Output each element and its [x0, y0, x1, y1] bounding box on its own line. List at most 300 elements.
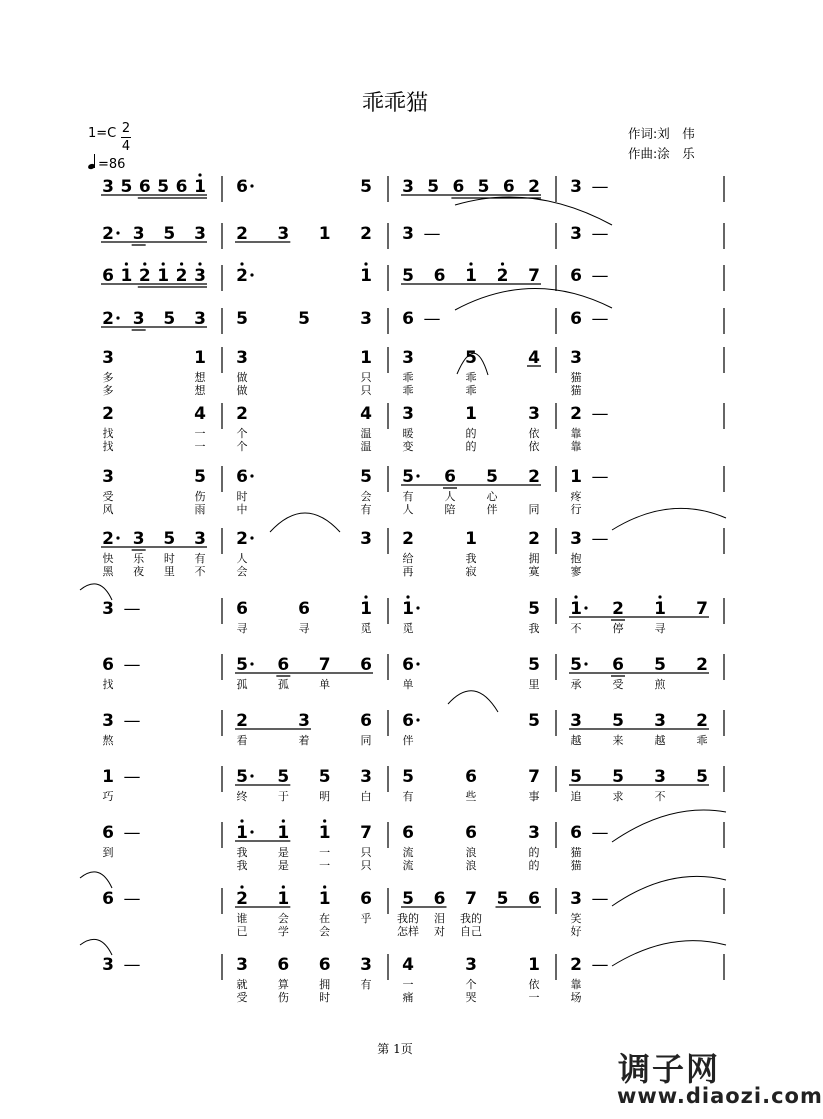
- note: 1: [360, 266, 372, 286]
- lyric: 夜: [133, 565, 145, 578]
- lyric: 个: [465, 978, 477, 991]
- note: 6: [236, 177, 248, 197]
- dash-extension: —: [123, 599, 141, 619]
- dash-extension: —: [591, 467, 609, 487]
- lyric: 中: [236, 503, 248, 516]
- lyricist-role: 作词:: [628, 126, 658, 141]
- note: 5: [427, 177, 440, 197]
- note: 6: [402, 711, 414, 731]
- lyric: 我: [528, 622, 540, 635]
- lyric: 巧: [102, 790, 114, 803]
- note: 3: [360, 529, 372, 549]
- lyric: 流: [402, 859, 414, 872]
- lyric: 乖: [696, 734, 708, 747]
- note: 5: [612, 711, 624, 731]
- note: 7: [528, 767, 540, 787]
- note: 5: [496, 889, 509, 909]
- high-octave-dot: [240, 819, 243, 822]
- lyric: 会: [319, 925, 331, 938]
- lyric: 会: [236, 565, 248, 578]
- lyric: 同: [360, 734, 372, 747]
- dash-extension: —: [123, 889, 141, 909]
- note: 5: [120, 177, 133, 197]
- lyric: 行: [570, 503, 582, 516]
- note: 2: [236, 889, 248, 909]
- note: 2: [696, 655, 708, 675]
- lyric: 个: [236, 440, 248, 453]
- lyric: 着: [298, 734, 310, 747]
- note: 5: [194, 467, 206, 487]
- lyric: 拥: [319, 978, 331, 991]
- note: 6: [102, 889, 114, 909]
- note: 6: [433, 889, 446, 909]
- lyric: 依: [528, 427, 540, 440]
- lyric: 怎样: [397, 925, 419, 938]
- note: 3: [194, 309, 206, 329]
- note: 5: [528, 599, 540, 619]
- lyric: 温: [360, 427, 372, 440]
- lyric: 煎: [654, 678, 666, 691]
- lyric: 找: [102, 440, 114, 453]
- note: 5: [236, 655, 248, 675]
- duration-dot: [250, 536, 253, 539]
- lyric: 流: [402, 846, 414, 859]
- lyric: 对: [434, 925, 445, 938]
- note: 3: [102, 467, 114, 487]
- note: 6: [236, 467, 248, 487]
- lyric: 做: [236, 384, 248, 397]
- note: 6: [528, 889, 540, 909]
- note: 6: [433, 266, 446, 286]
- slur: [612, 941, 726, 966]
- lyric: 谁: [236, 912, 248, 925]
- lyric: 猫: [570, 384, 582, 397]
- lyric: 有: [360, 978, 372, 991]
- dash-extension: —: [591, 955, 609, 975]
- lyric: 求: [612, 790, 624, 803]
- note: 3: [194, 529, 206, 549]
- lyric: 会: [360, 490, 372, 503]
- dash-extension: —: [591, 309, 609, 329]
- lyric: 追: [570, 790, 582, 803]
- lyric: 猫: [570, 371, 582, 384]
- note: 3: [102, 177, 114, 197]
- slur: [448, 691, 498, 712]
- note: 1: [277, 823, 290, 843]
- note: 5: [163, 529, 176, 549]
- note: 5: [236, 309, 248, 329]
- lyric: 我: [236, 846, 248, 859]
- lyric: 疼: [570, 490, 582, 503]
- lyric: 好: [570, 925, 582, 938]
- lyric: 乖: [465, 384, 477, 397]
- lyric: 伴: [402, 734, 414, 747]
- note: 2: [402, 529, 414, 549]
- lyric: 快: [102, 552, 114, 565]
- lyric: 时: [236, 490, 248, 503]
- lyric: 伤: [194, 490, 206, 503]
- lyric: 一: [194, 427, 206, 440]
- lyric: 孤: [236, 678, 248, 691]
- note: 3: [654, 711, 666, 731]
- note: 6: [138, 177, 151, 197]
- lyric: 浪: [465, 859, 477, 872]
- lyric: 就: [236, 978, 248, 991]
- lyric: 承: [570, 678, 582, 691]
- note: 2: [236, 404, 248, 424]
- watermark-url: www.diaozi.com: [617, 1084, 823, 1108]
- note: 5: [360, 177, 372, 197]
- note: 1: [157, 266, 170, 286]
- duration-dot: [116, 536, 119, 539]
- lyric: 停: [612, 622, 624, 635]
- note: 2: [496, 266, 509, 286]
- lyric: 单: [402, 678, 414, 691]
- note: 7: [465, 889, 477, 909]
- note: 6: [612, 655, 624, 675]
- note: 2: [138, 266, 151, 286]
- duration-dot: [416, 606, 419, 609]
- note: 1: [277, 889, 290, 909]
- lyric: 心: [486, 490, 498, 503]
- lyric: 是: [277, 859, 289, 872]
- lyric: 的: [465, 427, 477, 440]
- note: 6: [102, 823, 114, 843]
- lyric: 熬: [102, 734, 114, 747]
- lyric: 场: [570, 991, 582, 1004]
- lyric: 个: [236, 427, 248, 440]
- lyric: 受: [102, 490, 114, 503]
- note: 7: [360, 823, 372, 843]
- duration-dot: [416, 662, 419, 665]
- note: 6: [175, 177, 188, 197]
- duration-dot: [250, 273, 253, 276]
- lyric: 同: [528, 503, 540, 516]
- lyric: 寂: [465, 565, 477, 578]
- lyric: 些: [465, 790, 477, 803]
- dash-extension: —: [423, 309, 441, 329]
- lyric: 哭: [465, 991, 477, 1004]
- lyric: 寻: [236, 622, 248, 635]
- lyric: 只: [360, 371, 372, 384]
- dash-extension: —: [123, 823, 141, 843]
- note: 3: [277, 224, 290, 244]
- slur: [612, 810, 726, 842]
- note: 2: [360, 224, 372, 244]
- note: 3: [236, 348, 248, 368]
- high-octave-dot: [406, 595, 409, 598]
- note: 1: [570, 467, 582, 487]
- high-octave-dot: [282, 885, 285, 888]
- note: 3: [360, 309, 372, 329]
- note: 1: [318, 889, 331, 909]
- note: 1: [318, 823, 331, 843]
- note: 5: [360, 467, 372, 487]
- slur: [270, 513, 340, 532]
- note: 1: [318, 224, 331, 244]
- note: 1: [360, 599, 372, 619]
- lyric: 一: [194, 440, 206, 453]
- note: 1: [465, 529, 477, 549]
- note: 3: [132, 529, 145, 549]
- note: 2: [696, 711, 708, 731]
- slur: [455, 197, 612, 225]
- lyric: 里: [528, 678, 540, 691]
- note: 5: [402, 889, 414, 909]
- lyric: 暖: [402, 427, 414, 440]
- note: 3: [654, 767, 666, 787]
- high-octave-dot: [198, 262, 201, 265]
- lyric: 靠: [570, 978, 582, 991]
- duration-dot: [416, 474, 419, 477]
- lyric: 受: [612, 678, 624, 691]
- note: 5: [402, 467, 414, 487]
- note: 7: [696, 599, 708, 619]
- note: 6: [236, 599, 248, 619]
- lyric: 乎: [360, 912, 372, 925]
- note: 6: [444, 467, 456, 487]
- lyric: 算: [277, 978, 289, 991]
- lyric: 陪: [444, 503, 456, 516]
- lyric: 一: [319, 846, 331, 859]
- note: 5: [157, 177, 170, 197]
- dash-extension: —: [591, 266, 609, 286]
- note: 5: [163, 224, 176, 244]
- note: 3: [570, 224, 582, 244]
- note: 5: [528, 711, 540, 731]
- lyric: 人: [236, 552, 248, 565]
- lyric: 事: [528, 790, 540, 803]
- lyric: 变: [402, 440, 414, 453]
- note: 5: [528, 655, 540, 675]
- lyric: 抱: [570, 552, 582, 565]
- lyric: 想: [194, 371, 206, 384]
- high-octave-dot: [198, 173, 201, 176]
- lyric: 多: [102, 384, 114, 397]
- lyric: 想: [194, 384, 206, 397]
- high-octave-dot: [323, 885, 326, 888]
- lyric: 受: [236, 991, 248, 1004]
- note: 2: [528, 529, 540, 549]
- lyric: 人: [444, 490, 456, 503]
- lyric: 乐: [133, 552, 145, 565]
- duration-dot: [584, 606, 587, 609]
- lyric: 白: [360, 790, 372, 803]
- note: 2: [528, 467, 540, 487]
- note: 5: [236, 767, 248, 787]
- note: 2: [570, 404, 582, 424]
- lyric: 到: [102, 846, 114, 859]
- lyric: 不: [194, 565, 206, 578]
- lyric: 寻: [654, 622, 666, 635]
- lyricist-name: 刘 伟: [657, 126, 695, 141]
- note: 5: [570, 655, 582, 675]
- dash-extension: —: [123, 955, 141, 975]
- note: 6: [360, 711, 372, 731]
- note: 1: [120, 266, 133, 286]
- note: 6: [570, 266, 582, 286]
- lyric: 的: [528, 846, 540, 859]
- lyric: 寥: [570, 565, 582, 578]
- lyric: 乖: [402, 371, 414, 384]
- note: 6: [402, 655, 414, 675]
- lyric: 学: [277, 925, 289, 938]
- note: 3: [298, 711, 310, 731]
- note: 5: [298, 309, 310, 329]
- lyric: 时: [163, 552, 175, 565]
- lyric: 再: [402, 565, 414, 578]
- high-octave-dot: [143, 262, 146, 265]
- duration-dot: [250, 184, 253, 187]
- high-octave-dot: [501, 262, 504, 265]
- note: 6: [360, 889, 372, 909]
- lyric: 有: [402, 490, 414, 503]
- duration-dot: [250, 774, 253, 777]
- note: 3: [194, 266, 206, 286]
- note: 2: [236, 266, 248, 286]
- slur: [80, 939, 112, 955]
- lyric: 里: [163, 565, 175, 578]
- lyric: 有: [360, 503, 372, 516]
- note: 6: [277, 955, 290, 975]
- note: 6: [570, 823, 582, 843]
- note: 2: [102, 404, 114, 424]
- note: 2: [528, 177, 540, 197]
- lyric: 找: [102, 678, 114, 691]
- note: 3: [570, 889, 582, 909]
- duration-dot: [116, 231, 119, 234]
- slur: [455, 288, 612, 310]
- lyric: 乖: [402, 384, 414, 397]
- high-octave-dot: [323, 819, 326, 822]
- time-signature-top: 2: [121, 121, 131, 136]
- duration-dot: [250, 474, 253, 477]
- note: 6: [102, 655, 114, 675]
- lyric: 只: [360, 846, 372, 859]
- note: 3: [528, 404, 540, 424]
- note: 5: [402, 767, 414, 787]
- duration-dot: [584, 662, 587, 665]
- note: 2: [570, 955, 582, 975]
- note: 3: [236, 955, 248, 975]
- note: 3: [570, 348, 582, 368]
- note: 1: [194, 177, 206, 197]
- note: 5: [318, 767, 331, 787]
- composer-role: 作曲:: [628, 146, 658, 161]
- high-octave-dot: [125, 262, 128, 265]
- high-octave-dot: [574, 595, 577, 598]
- lyric: 单: [319, 678, 331, 691]
- lyric: 多: [102, 371, 114, 384]
- time-signature-bottom: 4: [121, 139, 131, 154]
- lyric: 不: [570, 622, 582, 635]
- note: 2: [236, 529, 248, 549]
- note: 3: [402, 348, 414, 368]
- note: 6: [360, 655, 372, 675]
- lyric: 黑: [102, 565, 114, 578]
- note: 3: [102, 711, 114, 731]
- note: 3: [465, 955, 477, 975]
- note: 2: [102, 224, 114, 244]
- note: 4: [402, 955, 414, 975]
- note: 5: [654, 655, 666, 675]
- note: 3: [402, 177, 414, 197]
- note: 7: [528, 266, 540, 286]
- slur: [80, 584, 112, 600]
- high-octave-dot: [469, 262, 472, 265]
- note: 3: [570, 711, 582, 731]
- high-octave-dot: [364, 595, 367, 598]
- lyric: 的: [465, 440, 477, 453]
- note: 6: [465, 823, 477, 843]
- lyric: 猫: [570, 859, 582, 872]
- lyric: 给: [402, 552, 414, 565]
- lyric: 一: [528, 991, 540, 1004]
- lyric: 雨: [194, 503, 206, 516]
- lyric: 痛: [402, 991, 414, 1004]
- duration-dot: [416, 718, 419, 721]
- lyric: 只: [360, 384, 372, 397]
- note: 3: [102, 599, 114, 619]
- composer-name: 涂 乐: [657, 146, 695, 161]
- lyric: 有: [402, 790, 414, 803]
- lyric: 寻: [298, 622, 310, 635]
- high-octave-dot: [162, 262, 165, 265]
- note: 1: [236, 823, 248, 843]
- slur: [80, 872, 112, 888]
- note: 5: [465, 348, 477, 368]
- lyric: 一: [402, 978, 414, 991]
- lyric: 越: [570, 734, 582, 747]
- lyric: 温: [360, 440, 372, 453]
- lyric: 乖: [465, 371, 477, 384]
- lyric: 越: [654, 734, 666, 747]
- note: 4: [528, 348, 540, 368]
- lyric: 泪: [434, 912, 445, 925]
- high-octave-dot: [240, 885, 243, 888]
- high-octave-dot: [658, 595, 661, 598]
- lyric: 终: [236, 790, 248, 803]
- lyric: 靠: [570, 440, 582, 453]
- note: 6: [277, 655, 290, 675]
- lyric: 浪: [465, 846, 477, 859]
- note: 6: [465, 767, 477, 787]
- note: 5: [486, 467, 498, 487]
- note: 1: [654, 599, 666, 619]
- lyric: 明: [319, 790, 331, 803]
- note: 1: [465, 266, 477, 286]
- note: 6: [570, 309, 582, 329]
- dash-extension: —: [423, 224, 441, 244]
- note: 3: [132, 224, 145, 244]
- note: 1: [360, 348, 372, 368]
- high-octave-dot: [364, 262, 367, 265]
- note: 3: [528, 823, 540, 843]
- lyric: 看: [236, 734, 248, 747]
- note: 2: [612, 599, 624, 619]
- note: 1: [402, 599, 414, 619]
- lyric: 笑: [570, 912, 582, 925]
- page-number: 第 1页: [377, 1042, 413, 1056]
- lyric: 人: [402, 503, 414, 516]
- dash-extension: —: [591, 823, 609, 843]
- note: 2: [102, 309, 114, 329]
- watermark-brand: 调子网: [618, 1050, 721, 1088]
- tempo-value: =86: [98, 157, 126, 172]
- dash-extension: —: [591, 889, 609, 909]
- lyric: 伤: [277, 991, 289, 1004]
- note: 6: [298, 599, 310, 619]
